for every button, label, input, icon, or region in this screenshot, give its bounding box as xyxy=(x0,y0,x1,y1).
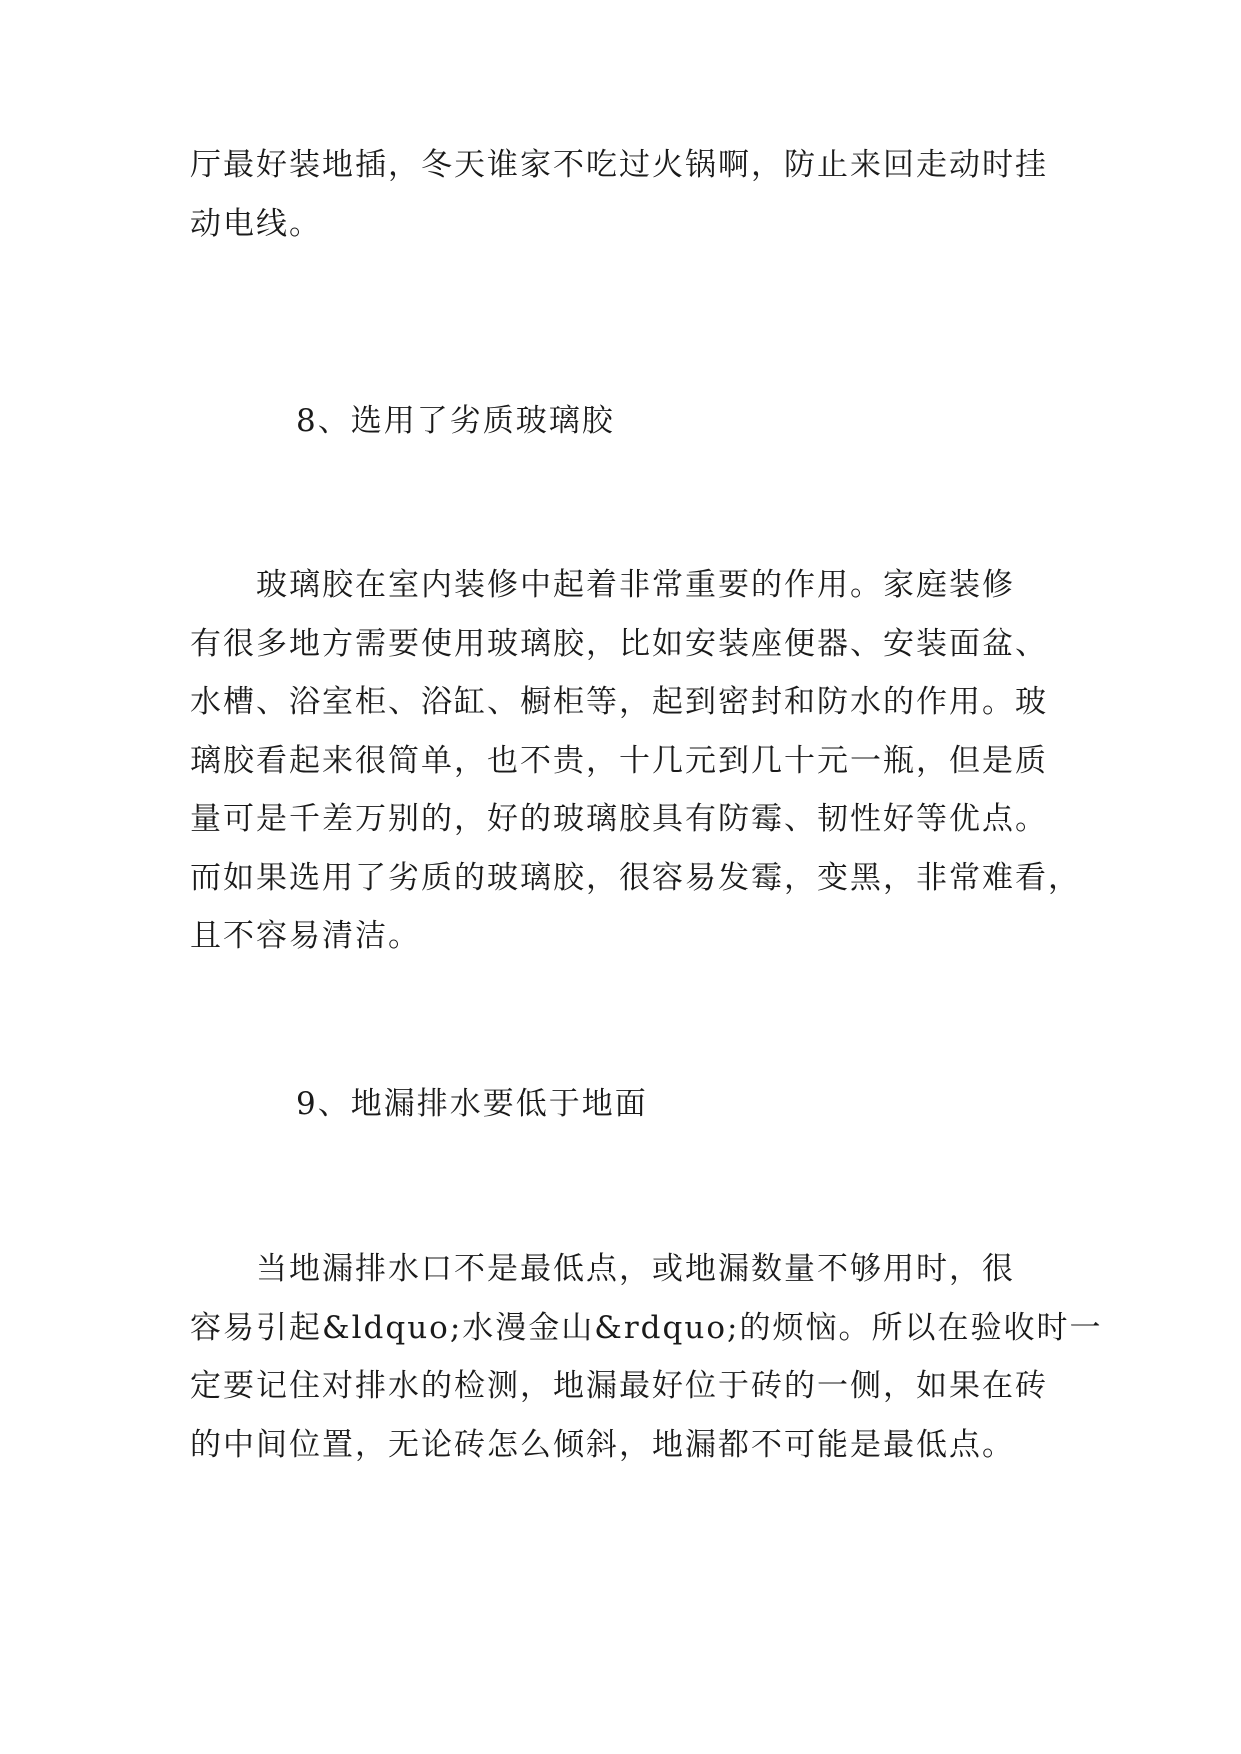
text-line: 璃胶看起来很简单，也不贵，十几元到几十元一瓶，但是质 xyxy=(190,742,1048,779)
text-line: 定要记住对排水的检测，地漏最好位于砖的一侧，如果在砖 xyxy=(190,1368,1048,1404)
text-line: 玻璃胶在室内装修中起着非常重要的作用。家庭装修 xyxy=(190,567,1015,603)
paragraph-glass-glue xyxy=(190,556,1081,966)
paragraph-living-room-outlets xyxy=(190,136,1060,253)
text-line: 容易引起&ldquo;水漫金山&rdquo;的烦恼。所以在验收时一 xyxy=(190,1309,1103,1346)
section-heading-8: 8、选用了劣质玻璃胶 xyxy=(296,403,615,439)
paragraph-floor-drain xyxy=(190,1240,1103,1474)
text-line: 厅最好装地插，冬天谁家不吃过火锅啊，防止来回走动时挂 xyxy=(190,147,1048,183)
text-line: 水槽、浴室柜、浴缸、橱柜等，起到密封和防水的作用。玻 xyxy=(190,684,1048,720)
text-line: 而如果选用了劣质的玻璃胶，很容易发霉，变黑，非常难看， xyxy=(190,859,1081,896)
text-line: 的中间位置，无论砖怎么倾斜，地漏都不可能是最低点。 xyxy=(190,1426,1015,1463)
text-line: 动电线。 xyxy=(190,205,322,242)
text-line: 且不容易清洁。 xyxy=(190,918,421,954)
text-line: 有很多地方需要使用玻璃胶，比如安装座便器、安装面盆、 xyxy=(190,625,1048,662)
text-line: 量可是千差万别的，好的玻璃胶具有防霉、韧性好等优点。 xyxy=(190,801,1048,837)
section-heading-9: 9、地漏排水要低于地面 xyxy=(296,1086,648,1122)
text-line: 当地漏排水口不是最低点，或地漏数量不够用时，很 xyxy=(190,1251,1015,1287)
